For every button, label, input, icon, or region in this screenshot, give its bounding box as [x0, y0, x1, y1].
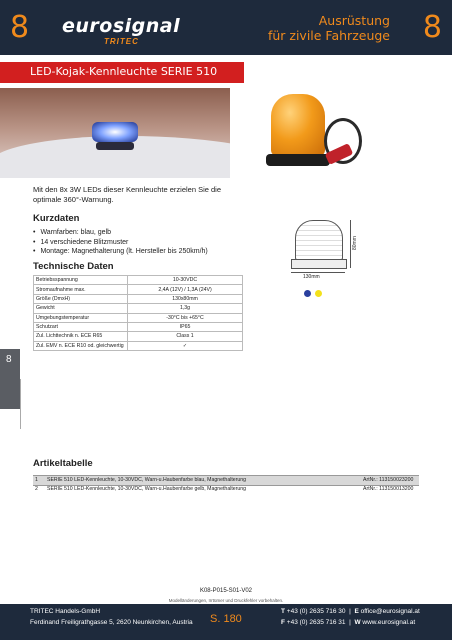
width-dimension-label: 130mm	[303, 274, 320, 280]
product-photo	[0, 88, 452, 178]
spec-value: 2,4A (12V) / 1,3A (24V)	[128, 285, 243, 294]
amber-beacon-base	[266, 154, 330, 166]
spec-label: Größe (DmxH)	[34, 294, 128, 303]
article-number-index: 1	[35, 477, 38, 483]
intro-text: Mit den 8x 3W LEDs dieser Kennleuchte erzielen Sie die optimale 360°-Warnung.	[33, 185, 222, 204]
spec-label: Schutzart	[34, 322, 128, 331]
website-link[interactable]: www.eurosignal.at	[362, 619, 416, 626]
company-address: Ferdinand Freiligrathgasse 5, 2620 Neunkirchen, Austria	[30, 619, 193, 626]
section-title-line2: für zivile Fahrzeuge	[267, 28, 390, 43]
table-row	[34, 341, 243, 350]
eurosignal-logo	[62, 15, 181, 46]
kurzdaten-heading: Kurzdaten	[33, 213, 80, 224]
table-row	[34, 313, 243, 322]
article-number-index: 2	[35, 486, 38, 492]
height-dimension-label: 80mm	[352, 236, 358, 250]
table-row	[34, 304, 243, 313]
spec-label: Zul. Lichttechnik n. ECE R65	[34, 332, 128, 341]
height-dimension-line	[350, 220, 351, 268]
email-link[interactable]: office@eurosignal.at	[360, 608, 420, 615]
spec-label: Gewicht	[34, 304, 128, 313]
list-item: • 14 verschiedene Blitzmuster	[33, 238, 208, 248]
table-row	[34, 294, 243, 303]
list-item: • Montage: Magnethalterung (lt. Hersteller bis 250km/h)	[33, 247, 208, 257]
color-dot-yellow	[315, 290, 322, 297]
blue-beacon-base	[96, 142, 134, 150]
kurzdaten-list	[33, 228, 208, 257]
amber-beacon-image	[271, 94, 325, 156]
logo-sub: TRITEC	[104, 37, 139, 46]
article-description: SERIE 510 LED-Kennleuchte, 10-30VDC, Warn-u.Haubenfarbe blau, Magnethalterung	[47, 477, 247, 483]
web-label: W	[354, 619, 361, 626]
article-number: ArtNr.: 113150013200	[363, 486, 414, 492]
table-row	[34, 332, 243, 341]
dimension-drawing	[291, 220, 345, 268]
table-row	[34, 285, 243, 294]
spec-label: Umgebungstemperatur	[34, 313, 128, 322]
blue-beacon-image	[92, 122, 138, 142]
product-title-bar	[0, 62, 244, 83]
fax-value: +43 (0) 2635 716 31	[286, 619, 346, 626]
table-row	[33, 485, 419, 494]
artikeltabelle-heading: Artikeltabelle	[33, 458, 93, 469]
page-footer	[0, 604, 452, 640]
width-dimension-line	[291, 272, 345, 273]
drawing-lens	[295, 220, 343, 260]
section-title-line1: Ausrüstung	[318, 13, 390, 28]
article-number: ArtNr.: 113150023200	[363, 477, 414, 483]
spec-value: 130x80mm	[128, 294, 243, 303]
side-chapter-tab	[0, 349, 20, 409]
color-dot-blue	[304, 290, 311, 297]
article-description: SERIE 510 LED-Kennleuchte, 10-30VDC, Warn-u.Haubenfarbe gelb, Magnethalterung	[47, 486, 247, 492]
spec-value: 1,3g	[128, 304, 243, 313]
fax-label: F	[281, 619, 285, 626]
company-name: TRITEC Handels-GmbH	[30, 608, 101, 615]
spec-value: Class 1	[128, 332, 243, 341]
chapter-number-left: 8	[10, 10, 30, 45]
table-row	[34, 276, 243, 285]
spec-value: ✓	[128, 341, 243, 350]
section-title	[268, 13, 390, 43]
contact-line-1: T +43 (0) 2635 716 30 | E office@eurosignal.at	[281, 608, 420, 615]
disclaimer-note: Modelländerungen, Irrtümer und Druckfehler vorbehalten.	[168, 598, 284, 603]
side-chapter-number: 8	[6, 354, 12, 365]
spec-label: Betriebsspannung	[34, 276, 128, 285]
list-item: • Warnfarben: blau, gelb	[33, 228, 208, 238]
tel-value: +43 (0) 2635 716 30	[286, 608, 346, 615]
email-label: E	[354, 608, 359, 615]
drawing-base	[291, 259, 347, 269]
spec-value: -30°C bis +65°C	[128, 313, 243, 322]
spec-table	[33, 275, 243, 351]
tel-label: T	[281, 608, 285, 615]
spec-label: Zul. EMV n. ECE R10 od. gleichwertig	[34, 341, 128, 350]
spec-value: IP65	[128, 322, 243, 331]
spec-value: 10-30VDC	[128, 276, 243, 285]
spec-label: Stromaufnahme max.	[34, 285, 128, 294]
chapter-number-right: 8	[422, 10, 442, 45]
technische-daten-heading: Technische Daten	[33, 261, 114, 272]
page-number: S. 180	[210, 613, 242, 625]
page-header	[0, 0, 452, 55]
side-divider	[20, 379, 21, 429]
contact-line-2: F +43 (0) 2635 716 31 | W www.eurosignal.at	[281, 619, 416, 626]
logo-brand: eurosignal	[62, 15, 181, 37]
product-title: LED-Kojak-Kennleuchte SERIE 510	[30, 65, 218, 78]
table-row	[34, 322, 243, 331]
document-code: K08-P015-S01-V02	[199, 588, 253, 594]
